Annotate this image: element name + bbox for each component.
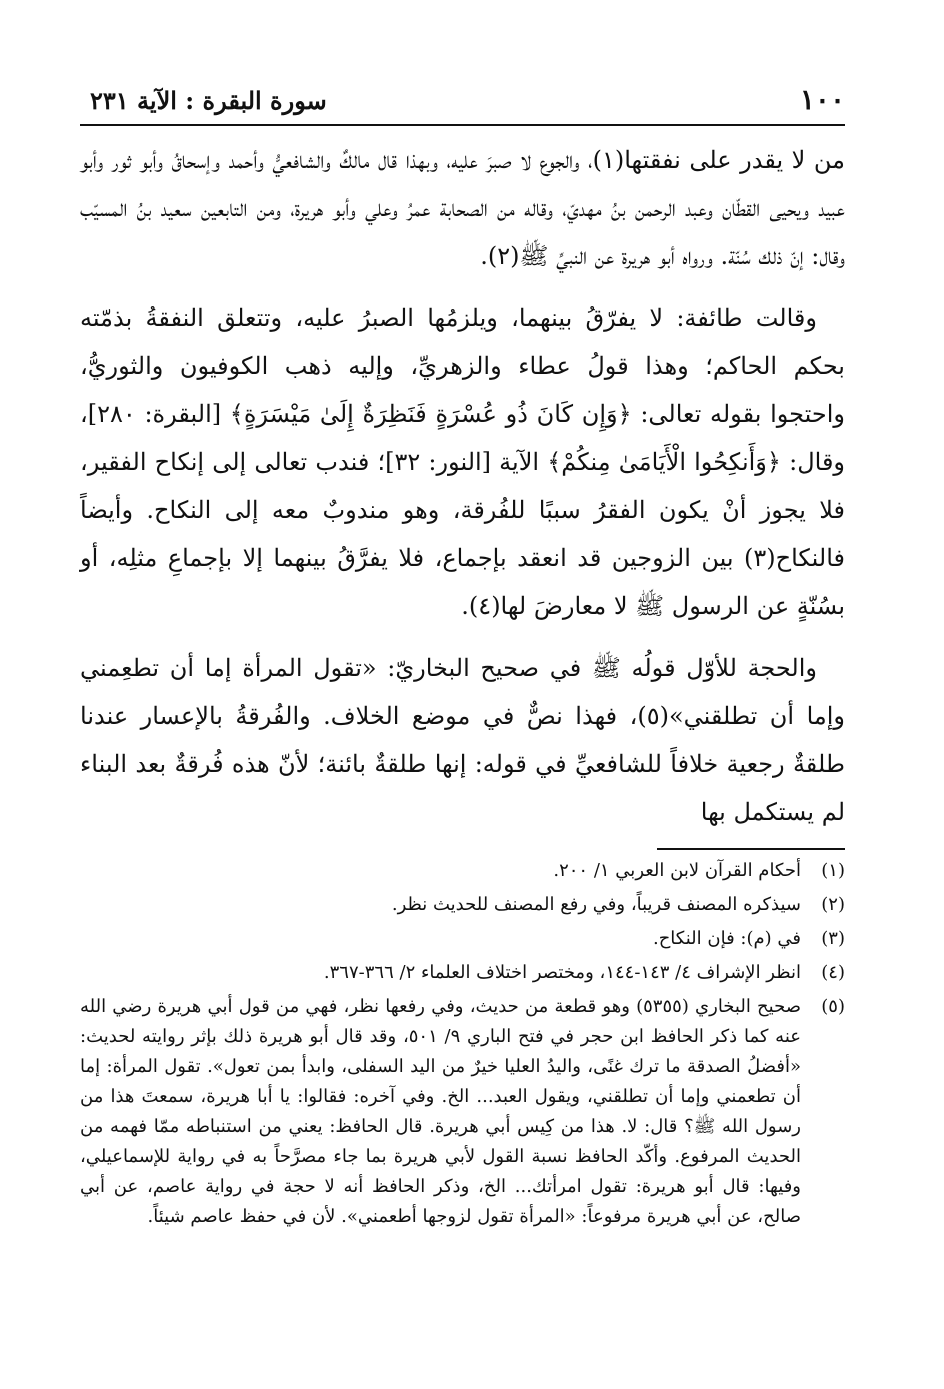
footnotes (80, 856, 845, 1236)
footnote (80, 856, 845, 886)
footnote (80, 890, 845, 920)
page-header (80, 82, 845, 122)
footnote-separator (657, 848, 845, 850)
footnote-number: (٤) (821, 962, 845, 983)
paragraph: والحجة للأوّل قولُه ﷺ في صحيح البخاريّ: «تقول المرأة إما أن تطعِمني وإما أن تطلقني»(٥)، فهذا نصٌّ في موضع الخلاف. والفُرقةُ بالإعسار عندنا طلقةٌ رجعية خلافاً للشافعيِّ في قوله: إنها طلقةٌ بائنة؛ لأنّ هذه فُرقةٌ بعد البناء لم يستكمل بها (80, 654, 845, 826)
footnote-text: انظر الإشراف ٤/ ١٤٣-١٤٤، ومختصر اختلاف العلماء ٢/ ٣٦٦-٣٦٧. (323, 962, 801, 983)
running-title: سورة البقرة : الآية ٢٣١ (90, 86, 327, 115)
page-number: ١٠٠ (799, 83, 845, 116)
footnote (80, 992, 845, 1232)
footnote-number: (٣) (821, 928, 845, 949)
footnote-number: (٢) (821, 894, 845, 915)
header-rule (80, 124, 845, 126)
footnote-text: أحكام القرآن لابن العربي ١/ ٢٠٠. (553, 860, 801, 881)
main-text (80, 136, 845, 850)
footnote-number: (١) (821, 860, 845, 881)
footnote-text: صحيح البخاري (٥٣٥٥) وهو قطعة من حديث، وفي رفعها نظر، فهي من قول أبي هريرة رضي الله عنه كما ذكر الحافظ ابن حجر في فتح الباري ٩/ ٥٠١، وقد قال أبو هريرة ذلك بإثر روايته لحديث: «أفضلُ الصدقة ما ترك غنًى، واليدُ العليا خيرٌ من اليد السفلى، وابدأ بمن تعول». تقول المرأة: إما أن تطعمني وإما أن تطلقني، ويقول العبد... الخ. وفي آخره: فقالوا: يا أبا هريرة، سمعتَ هذا من رسول الله ﷺ؟ قال: لا. هذا من كِيس أبي هريرة. قال الحافظ: يعني من استنباطه ممّا فهمه من الحديث المرفوع. وأكّد الحافظ نسبة القول لأبي هريرة بما جاء مصرَّحاً به في رواية للإسماعيلي، وفيها: قال أبو هريرة: تقول امرأتك... الخ، وذكر الحافظ أنه لا حجة في رواية عاصم، عن أبي صالح، عن أبي هريرة مرفوعاً: «المرأة تقول لزوجها أطعمني». لأن في حفظ عاصم شيئاً. (80, 996, 801, 1227)
footnote-text: في (م): فإن النكاح. (652, 928, 801, 949)
footnote-number: (٥) (821, 996, 845, 1017)
footnote-text: سيذكره المصنف قريباً، وفي رفع المصنف للحديث نظر. (391, 894, 801, 915)
paragraph: وقالت طائفة: لا يفرّقُ بينهما، ويلزمُها الصبرُ عليه، وتتعلق النفقةُ بذمّته بحكم الحاكم؛ وهذا قولُ عطاء والزهريِّ، وإليه ذهب الكوفيون والثوريُّ، واحتجوا بقوله تعالى: ﴿وَإِن كَانَ ذُو عُسْرَةٍ فَنَظِرَةٌ إِلَىٰ مَيْسَرَةٍ﴾ [البقرة: ٢٨٠]، وقال: ﴿وَأَنكِحُوا الْأَيَامَىٰ مِنكُمْ﴾ الآية [النور: ٣٢]؛ فندب تعالى إلى إنكاح الفقير، فلا يجوز أنْ يكون الفقرُ سببًا للفُرقة، وهو مندوبٌ معه إلى النكاح. وأيضاً فالنكاح(٣) بين الزوجين قد انعقد بإجماع، فلا يفرَّقُ بينهما إلا بإجماعِ مثلِه، أو بسُنّةٍ عن الرسول ﷺ لا معارضَ لها(٤). (80, 304, 846, 620)
footnote (80, 958, 845, 988)
paragraph: من لا يقدر على نفقتها(١)، والجوع لا صبرَ عليه، وبهذا قال مالكٌ والشافعيُّ وأحمد وإسحاقُ وأبو ثور وأبو عبيد ويحيى القطّان وعبد الرحمن بنُ مهديّ، وقاله من الصحابة عمرُ وعلي وأبو هريرة، ومن التابعين سعيد بنُ المسيّب وقال: إنّ ذلك سُنّة. ورواه أبو هريرة عن النبيِّ ﷺ(٢). (80, 146, 846, 270)
footnote (80, 924, 845, 954)
